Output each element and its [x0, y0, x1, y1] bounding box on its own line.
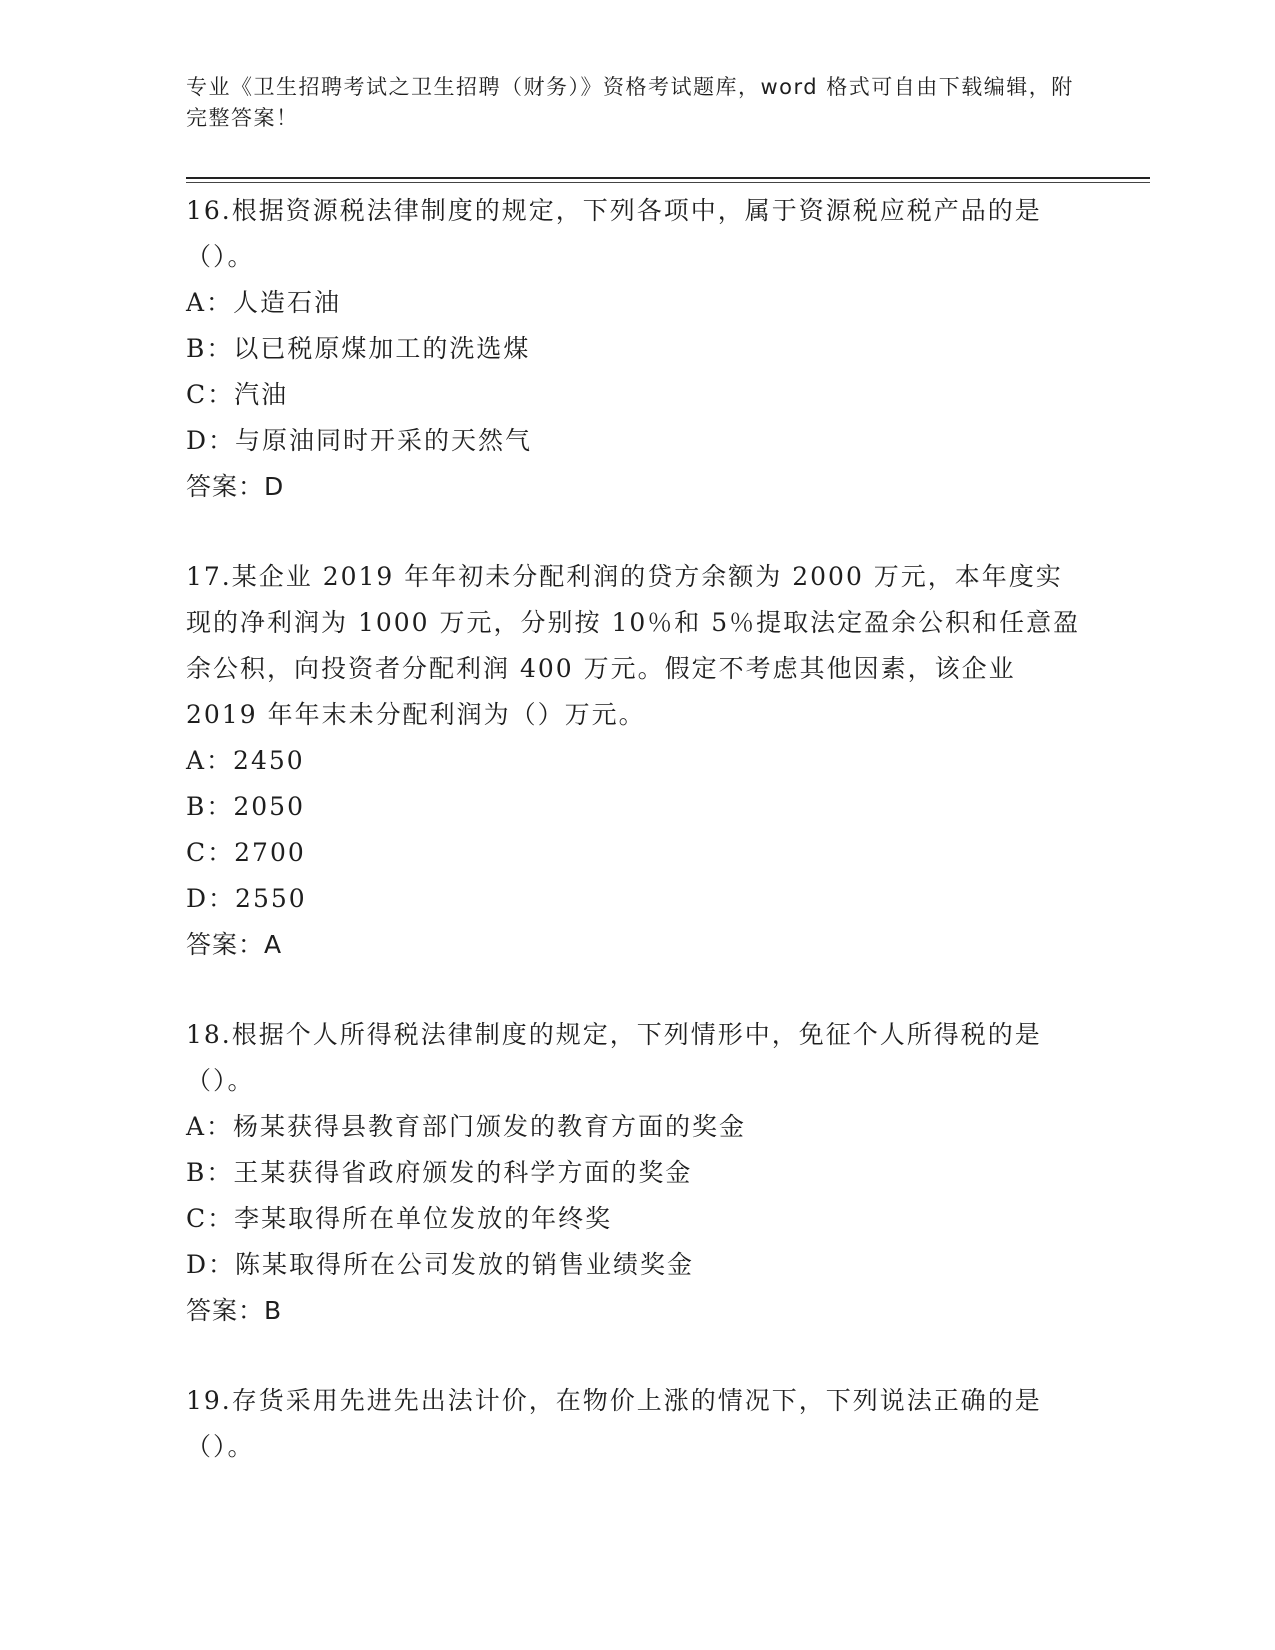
question-list	[186, 188, 1086, 1470]
answer-line: 答案：B	[186, 1296, 283, 1325]
document-header: 专业《卫生招聘考试之卫生招聘（财务）》资格考试题库，word 格式可自由下载编辑，附完整答案！	[186, 75, 1074, 130]
option-d: D：陈某取得所在公司发放的销售业绩奖金	[186, 1250, 695, 1279]
question-stem: 17.某企业 2019 年年初未分配利润的贷方余额为 2000 万元，本年度实现的净利润为 1000 万元，分别按 10％和 5％提取法定盈余公积和任意盈余公积，向投资者分配利润 400 万元。假定不考虑其他因素，该企业 2019 年年末未分配利润为（）万元。	[186, 562, 1081, 729]
option-a: A：人造石油	[186, 288, 342, 317]
option-c: C：李某取得所在单位发放的年终奖	[186, 1204, 613, 1233]
header-divider-thin	[186, 182, 1150, 183]
question-18	[186, 1012, 1086, 1334]
question-stem: 19.存货采用先进先出法计价，在物价上涨的情况下，下列说法正确的是（）。	[186, 1386, 1042, 1461]
question-gap	[186, 1334, 1086, 1378]
question-16	[186, 188, 1086, 510]
option-c: C：汽油	[186, 380, 289, 409]
option-a: A：杨某获得县教育部门颁发的教育方面的奖金	[186, 1112, 747, 1141]
question-gap	[186, 968, 1086, 1012]
option-a: A：2450	[186, 746, 305, 775]
option-d: D：2550	[186, 884, 307, 913]
question-19	[186, 1378, 1086, 1470]
option-b: B：王某获得省政府颁发的科学方面的奖金	[186, 1158, 693, 1187]
question-stem: 18.根据个人所得税法律制度的规定，下列情形中，免征个人所得税的是（）。	[186, 1020, 1042, 1095]
option-c: C：2700	[186, 838, 306, 867]
option-d: D：与原油同时开采的天然气	[186, 426, 533, 455]
question-stem: 16.根据资源税法律制度的规定，下列各项中，属于资源税应税产品的是（）。	[186, 196, 1042, 271]
question-gap	[186, 510, 1086, 554]
option-b: B：2050	[186, 792, 305, 821]
header-divider-thick	[186, 177, 1150, 179]
question-17	[186, 554, 1086, 968]
option-b: B：以已税原煤加工的洗选煤	[186, 334, 531, 363]
answer-line: 答案：D	[186, 472, 285, 501]
answer-line: 答案：A	[186, 930, 283, 959]
